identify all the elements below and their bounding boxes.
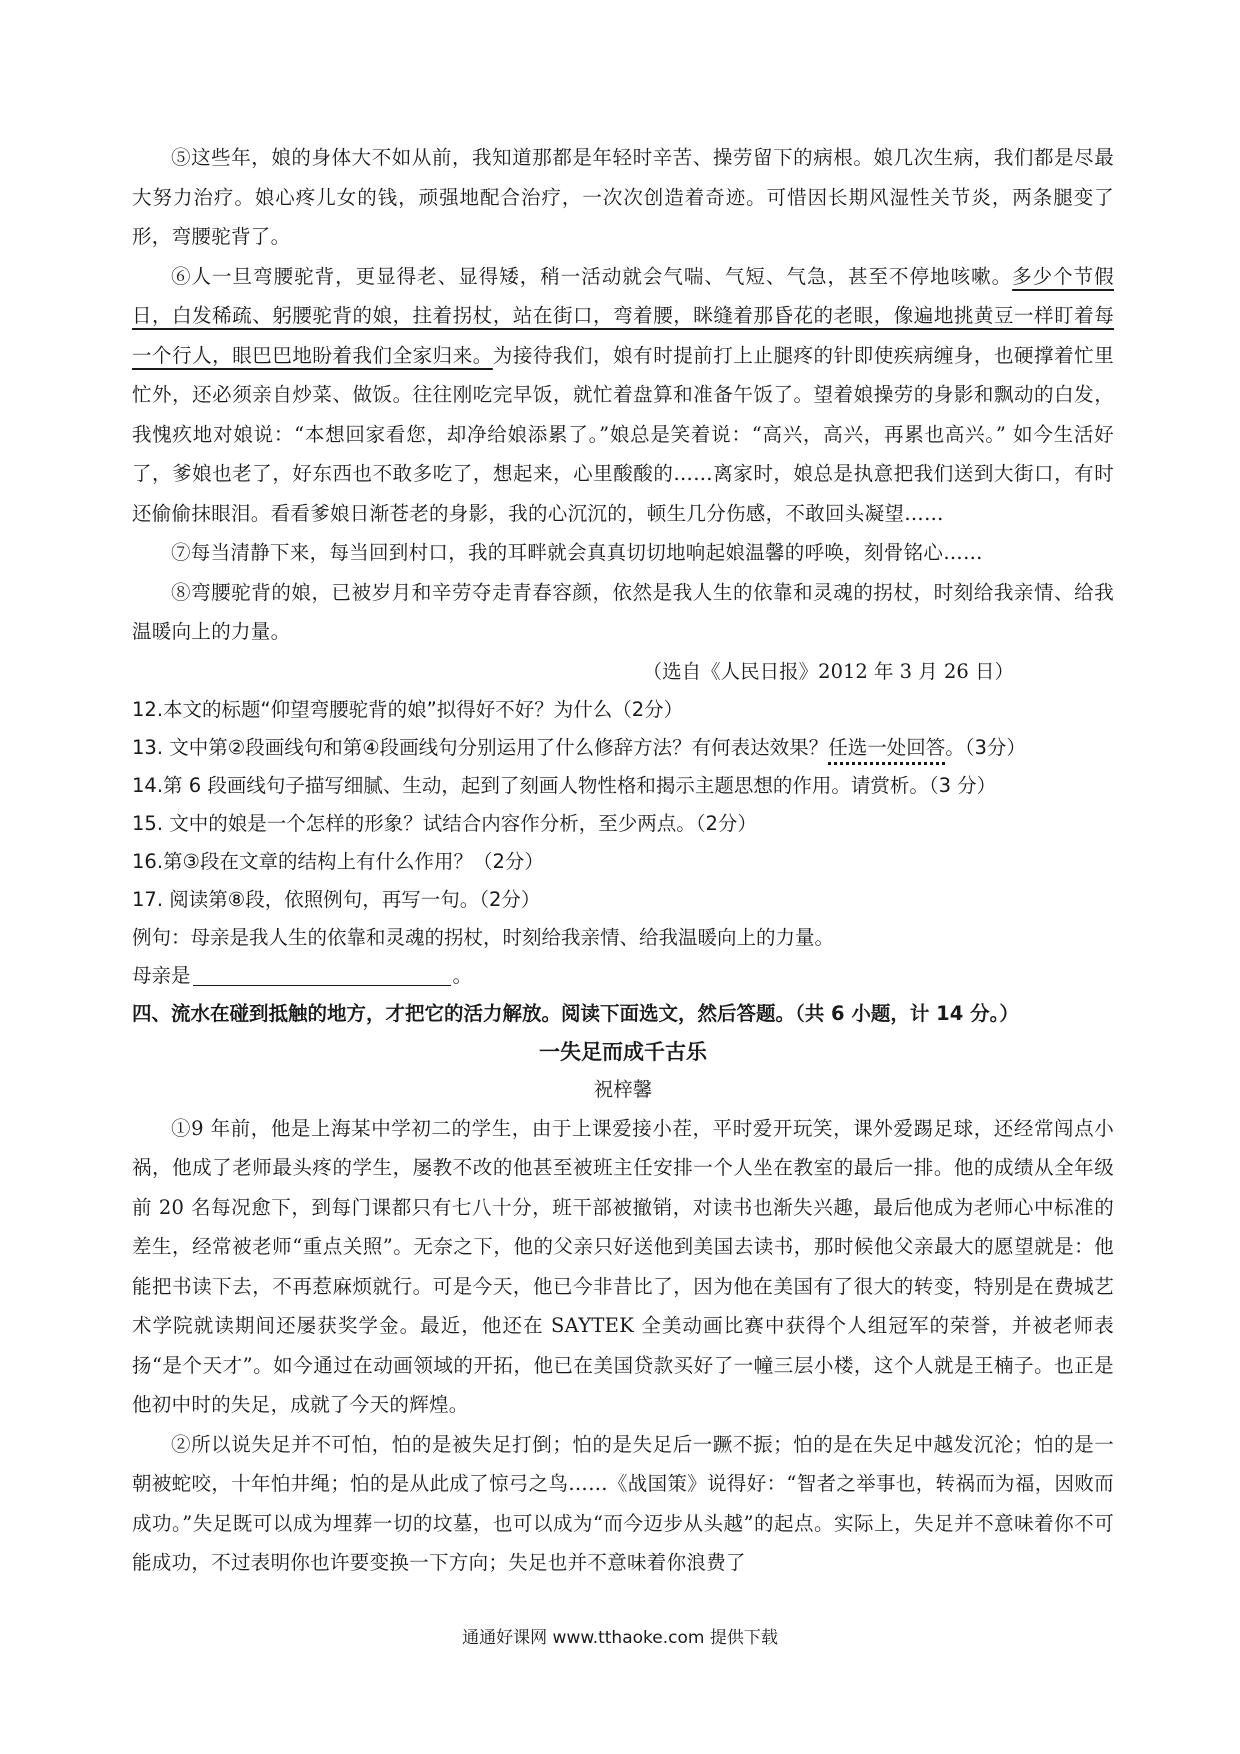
question-13-part-a: 13. 文中第②段画线句和第④段画线句分别运用了什么修辞方法？有何表达效果？ bbox=[132, 735, 829, 759]
section-4-heading: 四、流水在碰到抵触的地方，才把它的活力解放。阅读下面选文，然后答题。（共 6 小题，计 14 分。） bbox=[132, 1001, 1019, 1025]
question-16: 16.第③段在文章的结构上有什么作用？（2分） bbox=[132, 849, 544, 873]
question-13-emphasis: 任选一处回答 bbox=[828, 735, 946, 759]
paragraph-6 bbox=[132, 257, 1114, 534]
question-15: 15. 文中的娘是一个怎样的形象？试结合内容作分析，至少两点。（2分） bbox=[132, 811, 757, 835]
paragraph-6-part-b: 为接待我们，娘有时提前打上止腿疼的针即使疾病缠身，也硬撑着忙里忙外，还必须亲自炒菜、做饭。往往刚吃完早饭，就忙着盘算和准备午饭了。望着娘操劳的身影和飘动的白发，我愧疚地对娘说：“本想回家看您，却净给娘添累了。”娘总是笑着说：“高兴，高兴，再累也高兴。” 如今生活好了，爹娘也老了，好东西也不敢多吃了，想起来，心里酸酸的……离家时，娘总是执意把我们送到大街口，有时还偷偷抹眼泪。看看爹娘日渐苍老的身影，我的心沉沉的，顿生几分伤感，不敢回头凝望…… bbox=[132, 343, 1114, 525]
fill-in-prefix: 母亲是 bbox=[132, 963, 191, 987]
example-sentence: 例句：母亲是我人生的依靠和灵魂的拐杖，时刻给我亲情、给我温暖向上的力量。 bbox=[132, 925, 835, 949]
article-paragraph-2: ②所以说失足并不可怕，怕的是被失足打倒；怕的是失足后一蹶不振；怕的是在失足中越发沉沦；怕的是一朝被蛇咬，十年怕井绳；怕的是从此成了惊弓之鸟……《战国策》说得好：“智者之举事也，转祸而为福，因败而成功。”失足既可以成为埋葬一切的坟墓，也可以成为“而今迈步从头越”的起点。实际上，失足并不意味着你不可能成功，不过表明你也许要变换一下方向；失足也并不意味着你浪费了 bbox=[132, 1432, 1114, 1574]
article-paragraph-1: ①9 年前，他是上海某中学初二的学生，由于上课爱接小茬，平时爱开玩笑，课外爱踢足球，还经常闯点小祸，他成了老师最头疼的学生，屡教不改的他甚至被班主任安排一个人坐在教室的最后一排。他的成绩从全年级前 20 名每况愈下，到每门课都只有七八十分，班干部被撤销，对读书也渐失兴趣，最后他成为老师心中标准的差生，经常被老师“重点关照”。无奈之下，他的父亲只好送他到美国去读书，那时候他父亲最大的愿望就是：他能把书读下去，不再惹麻烦就行。可是今天，他已今非昔比了，因为他在美国有了很大的转变，特别是在费城艺术学院就读期间还屡获奖学金。最近，他还在 SAYTEK 全美动画比赛中获得个人组冠军的荣誉，并被老师表扬“是个天才”。如今通过在动画领域的开拓，他已在美国贷款买好了一幢三层小楼，这个人就是王楠子。也正是他初中时的失足，成就了今天的辉煌。 bbox=[132, 1116, 1114, 1416]
paragraph-7: ⑦每当清静下来，每当回到村口，我的耳畔就会真真切切地响起娘温馨的呼唤，刻骨铭心…… bbox=[171, 541, 983, 564]
paragraph-6-underlined-sentence: 多少个节假日，白发稀疏、躬腰驼背的娘，拄着拐杖，站在街口，弯着腰，眯缝着那昏花的老眼，像遍地挑黄豆一样盯着每一个行人，眼巴巴地盼着我们全家归来。 bbox=[132, 264, 1114, 367]
question-14: 14.第 6 段画线句子描写细腻、生动，起到了刻画人物性格和揭示主题思想的作用。请赏析。（3 分） bbox=[132, 773, 997, 797]
question-13 bbox=[132, 729, 1114, 767]
source-citation: （选自《人民日报》2012 年 3 月 26 日） bbox=[642, 659, 1014, 683]
article-author: 祝梓馨 bbox=[593, 1077, 653, 1101]
question-17: 17. 阅读第⑧段，依照例句，再写一句。（2分） bbox=[132, 887, 541, 911]
question-12: 12.本文的标题“仰望弯腰驼背的娘”拟得好不好？为什么（2分） bbox=[132, 697, 684, 721]
page-content bbox=[132, 138, 1114, 1583]
fill-in-suffix: 。 bbox=[452, 963, 473, 987]
paragraph-5: ⑤这些年，娘的身体大不如从前，我知道那都是年轻时辛苦、操劳留下的病根。娘几次生病，我们都是尽最大努力治疗。娘心疼儿女的钱，顽强地配合治疗，一次次创造着奇迹。可惜因长期风湿性关节炎，两条腿变了形，弯腰驼背了。 bbox=[132, 146, 1114, 248]
answer-blank[interactable] bbox=[193, 961, 451, 986]
question-13-part-b: 。（3分） bbox=[945, 735, 1026, 759]
page-footer: 通通好课网 www.tthaoke.com 提供下载 bbox=[462, 1628, 778, 1648]
paragraph-8: ⑧弯腰驼背的娘，已被岁月和辛劳夺走青春容颜，依然是我人生的依靠和灵魂的拐杖，时刻给我亲情、给我温暖向上的力量。 bbox=[132, 580, 1114, 643]
paragraph-6-part-a: ⑥人一旦弯腰驼背，更显得老、显得矮，稍一活动就会气喘、气短、气急，甚至不停地咳嗽。 bbox=[171, 264, 1013, 288]
article-title: 一失足而成千古乐 bbox=[539, 1039, 707, 1064]
fill-in-line bbox=[132, 957, 1114, 995]
